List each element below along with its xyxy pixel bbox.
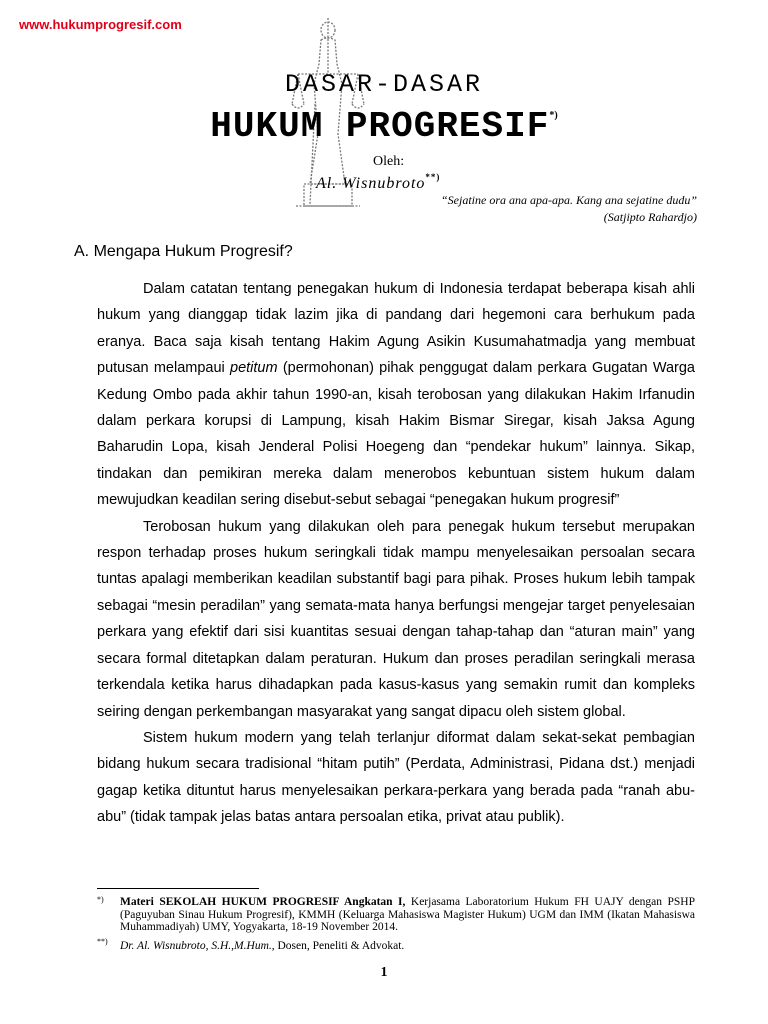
site-url: www.hukumprogresif.com [19, 17, 182, 32]
author-name-text: Al. Wisnubroto [316, 175, 426, 192]
footnote-2 [120, 940, 695, 953]
paragraph-3: Sistem hukum modern yang telah terlanjur diformat dalam sekat-sekat pembagian bidang hukum secara tradisional “hitam putih” (Perdata, Administrasi, Pidana dst.) menjadi gagap ketika dituntut harus menyelesaikan perkara-perkara yang berada pada “ranah abu-abu” (tidak tampak jelas batas antara persoalan etika, privat atau publik). [97, 729, 695, 826]
body-text [97, 276, 695, 831]
footnote-2-mark: **) [97, 937, 108, 946]
author-footnote-mark: **) [425, 172, 441, 182]
epigraph [0, 192, 697, 226]
epigraph-quote: “Sejatine ora ana apa-apa. Kang ana sejatine dudu” [441, 193, 697, 207]
paragraph-1-emphasis: petitum [230, 360, 278, 377]
footnote-1 [120, 896, 695, 934]
paragraph-1-rest: (permohonan) pihak penggugat dalam perkara Gugatan Warga Kedung Ombo pada akhir tahun 1990-an, kisah terobosan yang dilakukan Hakim Irfanudin dalam perkara korupsi di Lampung, kisah Hakim Bismar Siregar, kisah Jaksa Agung Baharudin Lopa, kisah Jenderal Polisi Hoegeng dan “pendekar hukum” lainnya. Sikap, tindakan dan pemikiran mereka dalam menerobos kebuntuan sistem hukum dalam mewujudkan keadilan sering disebut-sebut sebagai “penegakan hukum progresif” [97, 360, 695, 509]
by-label: Oleh: [373, 154, 405, 169]
footnote-2-text: , Dosen, Peneliti & Advokat. [271, 940, 405, 952]
paragraph-1-text: Dalam catatan tentang penegakan hukum di Indonesia terdapat beberapa kisah ahli hukum yang dianggap tidak lazim jika di pandang dari hegemoni cara berhukum pada eranya. Baca saja kisah tentang Hakim Agung Asikin Kusumahatmadja yang membuat putusan melampaui [97, 281, 695, 377]
title-footnote-mark: *) [549, 110, 558, 121]
footnote-1-bold: Materi SEKOLAH HUKUM PROGRESIF Angkatan I, [120, 896, 406, 908]
paragraph-2: Terobosan hukum yang dilakukan oleh para penegak hukum tersebut merupakan respon terhadap proses hukum seringkali tidak mampu menyelesaikan persoalan secara tuntas apalagi memberikan keadilan substantif bagi para pihak. Proses hukum lebih tampak sebagai “mesin peradilan” yang semata-mata hanya berfungsi mengejar target penyelesaian perkara yang efektif dari sisi kuantitas sesuai dengan tahap-tahap dan “aturan main” yang secara formal ditetapkan dalam peraturan. Hukum dan proses peradilan seringkali merasa terkendala ketika harus dihadapkan pada kasus-kasus yang semakin rumit dan kompleks seiring dengan perkembangan masyarakat yang sangat dipacu oleh sistem global. [97, 518, 695, 720]
footnote-1-mark: *) [97, 895, 104, 904]
section-heading: A. Mengapa Hukum Progresif? [74, 243, 293, 260]
author-name [316, 172, 440, 193]
footnote-1-text: Kerjasama Laboratorium Hukum FH UAJY dengan PSHP (Paguyuban Sinau Hukum Progresif), KMMH (Keluarga Mahasiswa Magister Hukum) UGM dan IMM (Ikatan Mahasiswa Muhammadiyah) UMY, Yogyakarta, 18-19 November 2014. [120, 896, 696, 933]
document-title-line1: DASAR-DASAR [284, 70, 484, 99]
page-number: 1 [380, 965, 388, 980]
paragraph-1 [97, 276, 695, 514]
footnote-separator [97, 888, 259, 889]
document-title-main: HUKUM PROGRESIF [210, 106, 550, 147]
document-title-line2 [0, 106, 768, 147]
footnote-2-italic: Dr. Al. Wisnubroto, S.H.,M.Hum. [120, 940, 272, 952]
epigraph-attribution: (Satjipto Rahardjo) [603, 210, 697, 224]
